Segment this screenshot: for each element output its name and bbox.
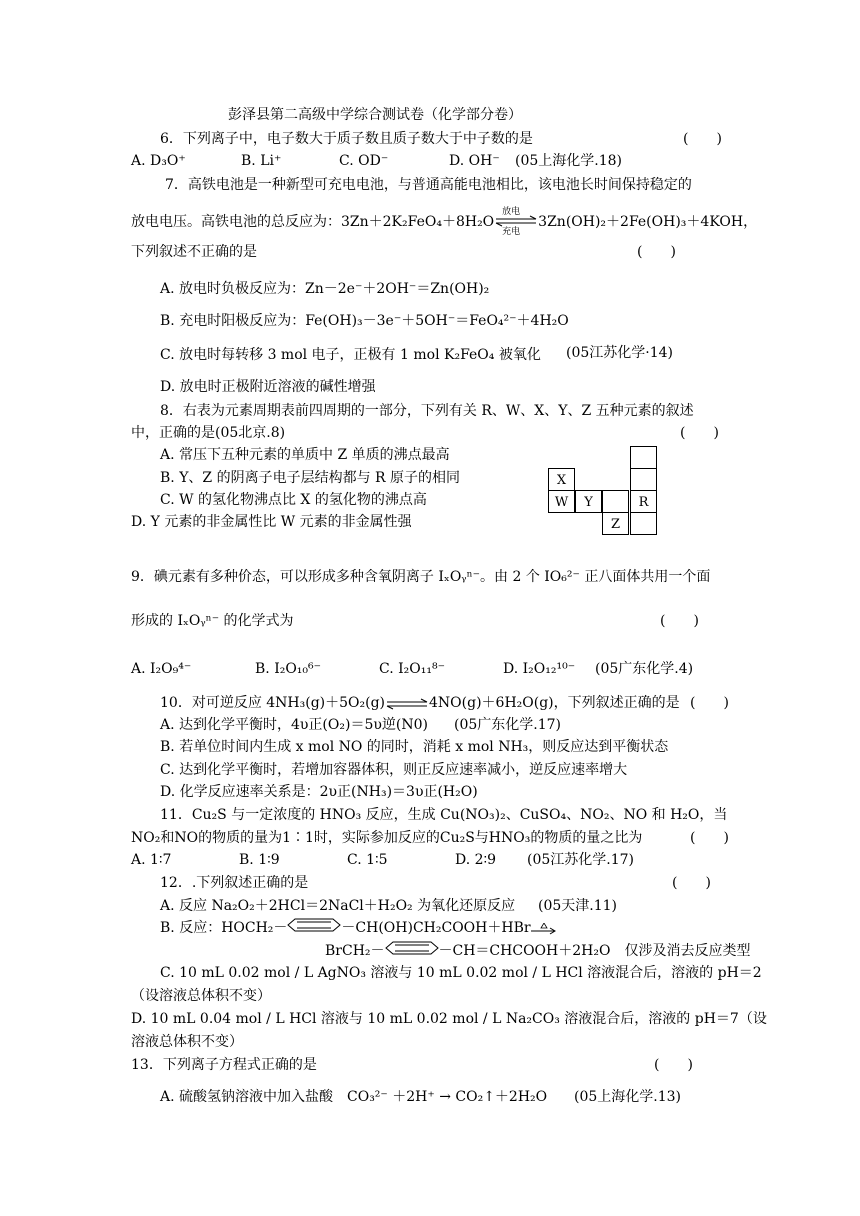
- q8-option-a: A. 常压下五种元素的单质中 Z 单质的沸点最高: [160, 447, 450, 463]
- heat-arrow-icon: [531, 923, 557, 935]
- q10-option-a: A. 达到化学平衡时，4υ正(O₂)＝5υ逆(N0): [160, 717, 428, 733]
- q7-option-d: D. 放电时正极附近溶液的碱性增强: [160, 379, 376, 395]
- q11-source: (05江苏化学.17): [527, 852, 635, 868]
- benzene-ring-icon: [385, 941, 439, 960]
- q11-option-d: D. 2∶9: [455, 852, 497, 868]
- q10-answer-paren: ( ): [690, 695, 729, 711]
- q6-option-d: D. OH⁻: [449, 153, 500, 169]
- q12-option-a: A. 反应 Na₂O₂＋2HCl＝2NaCl＋H₂O₂ 为氧化还原反应: [160, 898, 516, 914]
- q12-heat-arrow: [531, 922, 557, 934]
- q7-reactants: 放电电压。高铁电池的总反应为：3Zn＋2K₂FeO₄＋8H₂O: [131, 214, 495, 230]
- q6-option-c: C. OD⁻: [339, 153, 389, 169]
- q9-option-d: D. I₂O₁₂¹⁰⁻: [503, 661, 576, 677]
- pt-cell-y: Y: [575, 490, 602, 513]
- q11-stem-line1: 11．Cu₂S 与一定浓度的 HNO₃ 反应，生成 Cu(NO₃)₂、CuSO₄、NO₂、NO 和 H₂O，当: [160, 807, 728, 823]
- q7-answer-paren: ( ): [637, 244, 676, 260]
- q8-stem-line1: 8．右表为元素周期表前四周期的一部分，下列有关 R、W、X、Y、Z 五种元素的叙述: [160, 403, 694, 419]
- q11-answer-paren: ( ): [690, 830, 729, 846]
- q9-source: (05广东化学.4): [595, 661, 694, 677]
- pt-cell-empty: [630, 446, 657, 469]
- q8-answer-paren: ( ): [680, 425, 719, 441]
- q6-answer-paren: ( ): [683, 131, 722, 147]
- pt-cell-x: X: [548, 468, 575, 491]
- q12-b-part4: －CH＝CHCOOH＋2H₂O 仅涉及消去反应类型: [438, 942, 751, 959]
- q10-source: (05广东化学.17): [454, 717, 562, 733]
- q11-option-c: C. 1∶5: [347, 852, 388, 868]
- q10-option-d: D. 化学反应速率关系是：2υ正(NH₃)＝3υ正(H₂O): [160, 784, 478, 800]
- q8-option-d: D. Y 元素的非金属性比 W 元素的非金属性强: [131, 514, 412, 530]
- q6-stem: 6．下列离子中，电子数大于质子数且质子数大于中子数的是: [160, 131, 533, 147]
- pt-cell-z: Z: [602, 512, 629, 535]
- q10-stem: [160, 694, 680, 712]
- q7-arrow-label-discharge: 放电: [502, 207, 521, 217]
- q12-option-c-line2: （设溶液总体积不变）: [131, 988, 271, 1004]
- q9-stem-line2: 形成的 IₓOᵧⁿ⁻ 的化学式为: [131, 613, 294, 629]
- q6-option-a: A. D₃O⁺: [131, 153, 186, 169]
- q12-option-d-line2: 溶液总体积不变）: [131, 1034, 243, 1050]
- q12-b-part2: －CH(OH)CH₂COOH＋HBr: [341, 919, 531, 936]
- q9-stem-line1: 9．碘元素有多种价态，可以形成多种含氧阴离子 IₓOᵧⁿ⁻。由 2 个 IO₆²⁻ 正八面体共用一个面: [131, 569, 711, 585]
- q12-option-b-line2: [325, 941, 750, 960]
- q6-options: [131, 152, 622, 170]
- pt-cell-w: W: [548, 490, 575, 513]
- benzene-ring-icon: [287, 918, 341, 937]
- q7-products: 3Zn(OH)₂＋2Fe(OH)₃＋4KOH，: [538, 214, 758, 230]
- q9-options: [131, 660, 693, 678]
- q8-stem-line2: 中，正确的是(05北京.8): [131, 425, 286, 441]
- q7-source: (05江苏化学·14): [566, 345, 674, 361]
- q10-option-b: B. 若单位时间内生成 x mol NO 的同时，消耗 x mol NH₃，则反应达到平衡状态: [160, 739, 669, 755]
- q13-option-a: A. 硫酸氢钠溶液中加入盐酸 CO₃²⁻ ＋2H⁺ → CO₂↑＋2H₂O: [160, 1089, 548, 1105]
- q7-stem-line3: 下列叙述不正确的是: [131, 244, 257, 260]
- q10-reactants: 10．对可逆反应 4NH₃(g)＋5O₂(g): [160, 695, 386, 711]
- q10-equilibrium-arrow: [385, 697, 429, 709]
- pt-cell-empty: [630, 512, 657, 535]
- q12-option-b-line1: [160, 918, 557, 937]
- q12-answer-paren: ( ): [672, 875, 711, 891]
- pt-cell-empty: [602, 490, 629, 513]
- q11-option-a: A. 1∶7: [131, 852, 172, 868]
- q12-b-part3: BrCH₂－: [325, 942, 385, 959]
- equilibrium-arrow-icon: [385, 698, 429, 710]
- q11-option-b: B. 1∶9: [239, 852, 280, 868]
- q11-stem-line2: NO₂和NO的物质的量为1∶1时，实际参加反应的Cu₂S与HNO₃的物质的量之比为: [131, 830, 643, 846]
- q7-stem-line2: [131, 207, 758, 237]
- q8-option-c: C. W 的氢化物沸点比 X 的氢化物的沸点高: [160, 492, 427, 508]
- q12-source: (05天津.11): [538, 898, 618, 914]
- q9-answer-paren: ( ): [660, 613, 699, 629]
- q13-source: (05上海化学.13): [574, 1089, 682, 1105]
- q7-option-b: B. 充电时阳极反应为：Fe(OH)₃－3e⁻＋5OH⁻＝FeO₄²⁻＋4H₂O: [160, 313, 569, 329]
- q9-option-a: A. I₂O₉⁴⁻: [131, 661, 192, 677]
- q7-arrow-label-charge: 充电: [502, 227, 521, 237]
- q11-options: [131, 851, 634, 869]
- page-title: 彭泽县第二高级中学综合测试卷（化学部分卷）: [228, 107, 522, 123]
- pt-cell-r: R: [630, 490, 657, 513]
- q6-option-b: B. Li⁺: [241, 153, 282, 169]
- pt-cell-empty: [630, 468, 657, 491]
- q12-b-part1: B. 反应：HOCH₂－: [160, 919, 288, 936]
- q10-option-c: C. 达到化学平衡时，若增加容器体积，则正反应速率减小，逆反应速率增大: [160, 762, 628, 778]
- q8-option-b: B. Y、Z 的阴离子电子层结构都与 R 原子的相同: [160, 470, 461, 486]
- q13-stem: 13．下列离子方程式正确的是: [131, 1057, 317, 1073]
- q9-option-c: C. I₂O₁₁⁸⁻: [379, 661, 445, 677]
- q12-stem: 12．.下列叙述正确的是: [160, 875, 309, 891]
- q6-source: (05上海化学.18): [515, 153, 623, 169]
- q9-option-b: B. I₂O₁₀⁶⁻: [255, 661, 322, 677]
- q13-answer-paren: ( ): [654, 1057, 693, 1073]
- q12-option-c-line1: C. 10 mL 0.02 mol / L AgNO₃ 溶液与 10 mL 0.02 mol / L HCl 溶液混合后，溶液的 pH＝2: [160, 965, 762, 981]
- q12-option-d-line1: D. 10 mL 0.04 mol / L HCl 溶液与 10 mL 0.02 mol / L Na₂CO₃ 溶液混合后，溶液的 pH＝7（设: [131, 1011, 767, 1027]
- q7-option-a: A. 放电时负极反应为：Zn－2e⁻＋2OH⁻＝Zn(OH)₂: [160, 281, 490, 297]
- q7-stem-line1: 7．高铁电池是一种新型可充电电池，与普通高能电池相比，该电池长时间保持稳定的: [165, 177, 692, 193]
- q7-reversible-arrow: [494, 207, 538, 237]
- q7-option-c: C. 放电时每转移 3 mol 电子，正极有 1 mol K₂FeO₄ 被氧化: [160, 347, 541, 363]
- q10-products: 4NO(g)＋6H₂O(g)，下列叙述正确的是: [429, 695, 680, 711]
